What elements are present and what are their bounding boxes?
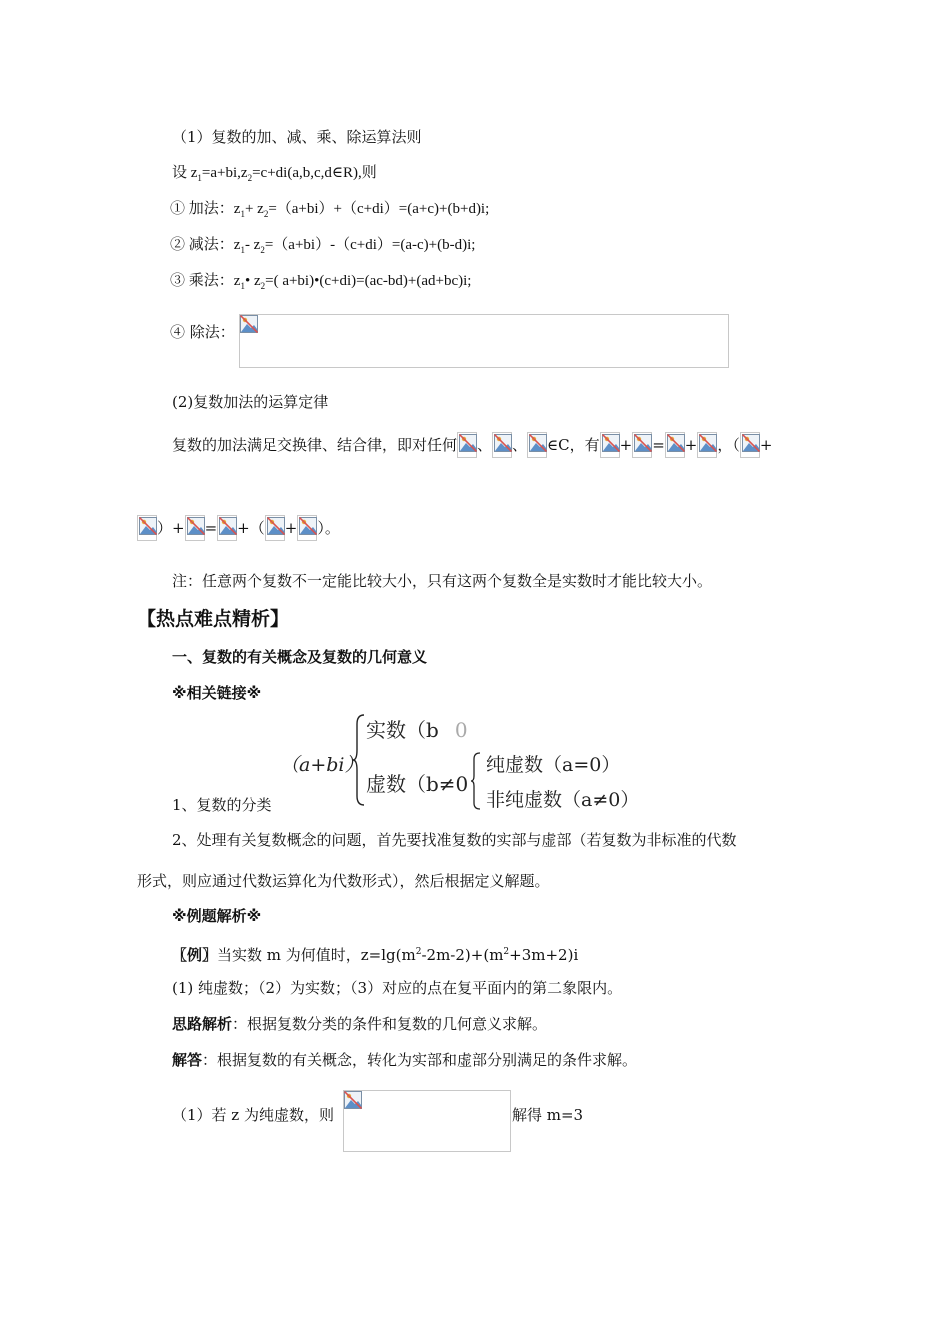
sub-mid: - z: [244, 237, 261, 253]
subtraction-rule: [170, 235, 475, 260]
mul-sub2: 2: [260, 281, 266, 291]
example-heading: ※例题解析※: [172, 907, 262, 925]
mul-label: ③ 乘法：: [170, 273, 234, 289]
broken-image-icon: [267, 517, 285, 535]
z3-image: [297, 515, 317, 541]
z2-image: [632, 432, 652, 458]
z1-image: [697, 432, 717, 458]
law-eq: =: [652, 436, 665, 454]
sub-rest: =（a+bi）-（c+di）=(a-c)+(b-d)i;: [264, 237, 476, 253]
broken-image-icon: [602, 434, 620, 452]
section-heading-laws: (2)复数加法的运算定律: [172, 393, 329, 411]
example-exp1: 2: [415, 947, 422, 957]
sub-sub2: 2: [260, 245, 265, 255]
answer-label: 解答: [172, 1051, 203, 1069]
z2-image: [137, 515, 157, 541]
sub-sub1: 1: [240, 245, 245, 255]
paragraph-2-line1: 2、处理有关复数概念的问题，首先要找准复数的实部与虚部（若复数为非标准的代数: [172, 831, 737, 849]
formula-real: 实数（b 0: [366, 718, 468, 742]
formula-lhs: （a+bi）: [280, 754, 364, 776]
addition-rule: [170, 199, 489, 224]
law-sep: 、: [512, 436, 528, 454]
law-plus: +: [619, 436, 633, 454]
broken-image-icon: [667, 434, 685, 452]
add-z: z: [233, 201, 241, 217]
example-text3: +3m+2)i: [509, 946, 579, 964]
z1-image: [600, 432, 620, 458]
z2-image: [665, 432, 685, 458]
solution-1-pre: （1）若 z 为纯虚数，则: [172, 1106, 334, 1124]
outer-brace: [352, 714, 366, 806]
addition-laws-line2: [137, 515, 340, 541]
law-eq: =: [204, 519, 218, 537]
formula-imag: 虚数（b≠0: [366, 772, 469, 796]
note-paragraph: 注：任意两个复数不一定能比较大小，只有这两个复数全是实数时才能比较大小。: [172, 572, 713, 590]
classification-formula: [280, 712, 660, 812]
broken-image-icon: [240, 315, 260, 335]
law-sep: 、: [477, 436, 493, 454]
z2-image: [265, 515, 285, 541]
broken-image-icon: [139, 517, 157, 535]
z3-image: [527, 432, 547, 458]
setz-mid: =a+bi,z: [201, 165, 248, 181]
setz-pre: 设 z: [172, 165, 198, 181]
broken-image-icon: [529, 434, 547, 452]
law-close2: ）。: [317, 519, 340, 537]
example-text2: -2m-2)+(m: [421, 946, 504, 964]
broken-image-icon: [187, 517, 205, 535]
paragraph-2-line2: 形式，则应通过代数运算化为代数形式），然后根据定义解题。: [137, 872, 550, 890]
setz-post: =c+di(a,b,c,d∈R),则: [252, 165, 377, 181]
example-text: 当实数 m 为何值时，z=lg(m: [217, 946, 416, 964]
setz-sub1: 1: [197, 173, 202, 183]
z1-image: [457, 432, 477, 458]
law-comma: ，（: [717, 436, 740, 454]
mul-sub1: 1: [240, 281, 245, 291]
add-sub1: 1: [240, 209, 245, 219]
answer-text: ：根据复数的有关概念，转化为实部和虚部分别满足的条件求解。: [202, 1051, 638, 1069]
division-label: ④ 除法：: [170, 323, 235, 341]
inner-brace: [470, 752, 482, 810]
example-exp2: 2: [503, 947, 510, 957]
law-plus: +: [284, 519, 298, 537]
formula-pure: 纯虚数（a=0）: [486, 754, 621, 776]
z1-image: [217, 515, 237, 541]
answer-line: [172, 1050, 637, 1070]
hot-topics-heading: 【热点难点精析】: [137, 608, 290, 630]
law-in-c: ∈C，有: [547, 436, 600, 454]
solution-1-post: 解得 m=3: [512, 1106, 584, 1124]
broken-image-icon: [634, 434, 652, 452]
related-links-heading: ※相关链接※: [172, 684, 262, 702]
broken-image-icon: [219, 517, 237, 535]
mul-mid: • z: [244, 273, 261, 289]
sub-z: z: [233, 237, 241, 253]
example-tag: 〖例〗: [172, 946, 218, 964]
broken-image-icon: [494, 434, 512, 452]
law-open: +（: [237, 519, 265, 537]
add-mid: + z: [244, 201, 264, 217]
z1-image: [740, 432, 760, 458]
law-text: 复数的加法满足交换律、结合律，即对任何: [172, 436, 458, 454]
section-heading-operations: （1）复数的加、减、乘、除运算法则: [172, 128, 422, 146]
broken-image-icon: [459, 434, 477, 452]
add-sub2: 2: [263, 209, 269, 219]
broken-image-icon: [344, 1091, 364, 1111]
add-rest: =（a+bi）+（c+di）=(a+c)+(b+d)i;: [268, 201, 490, 217]
mul-z: z: [233, 273, 241, 289]
addition-laws-line1: [172, 432, 772, 458]
law-plus: +: [684, 436, 698, 454]
division-formula-image: [239, 314, 729, 368]
multiplication-rule: [170, 271, 471, 296]
thinking-text: ：根据复数分类的条件和复数的几何意义求解。: [232, 1015, 548, 1033]
classification-label: 1、复数的分类: [172, 796, 272, 814]
setz-sub2: 2: [247, 173, 253, 183]
thinking-line: [172, 1014, 547, 1034]
sub-label: ② 减法：: [170, 237, 234, 253]
mul-rest: =( a+bi)•(c+di)=(ac-bd)+(ad+bc)i;: [265, 273, 472, 289]
example-questions: (1) 纯虚数；（2）为实数；（3）对应的点在复平面内的第二象限内。: [172, 979, 623, 997]
z3-image: [185, 515, 205, 541]
broken-image-icon: [742, 434, 760, 452]
add-label: ① 加法：: [170, 201, 234, 217]
example-problem: [172, 942, 578, 965]
law-plus: +: [759, 436, 773, 454]
set-z-line: [172, 163, 377, 188]
broken-image-icon: [299, 517, 317, 535]
solution-1-formula-image: [343, 1090, 511, 1152]
law-close1: ）+: [157, 519, 185, 537]
z2-image: [492, 432, 512, 458]
formula-nonpure: 非纯虚数（a≠0）: [486, 789, 640, 811]
thinking-label: 思路解析: [172, 1015, 233, 1033]
part1-heading: 一、复数的有关概念及复数的几何意义: [172, 648, 428, 666]
broken-image-icon: [699, 434, 717, 452]
